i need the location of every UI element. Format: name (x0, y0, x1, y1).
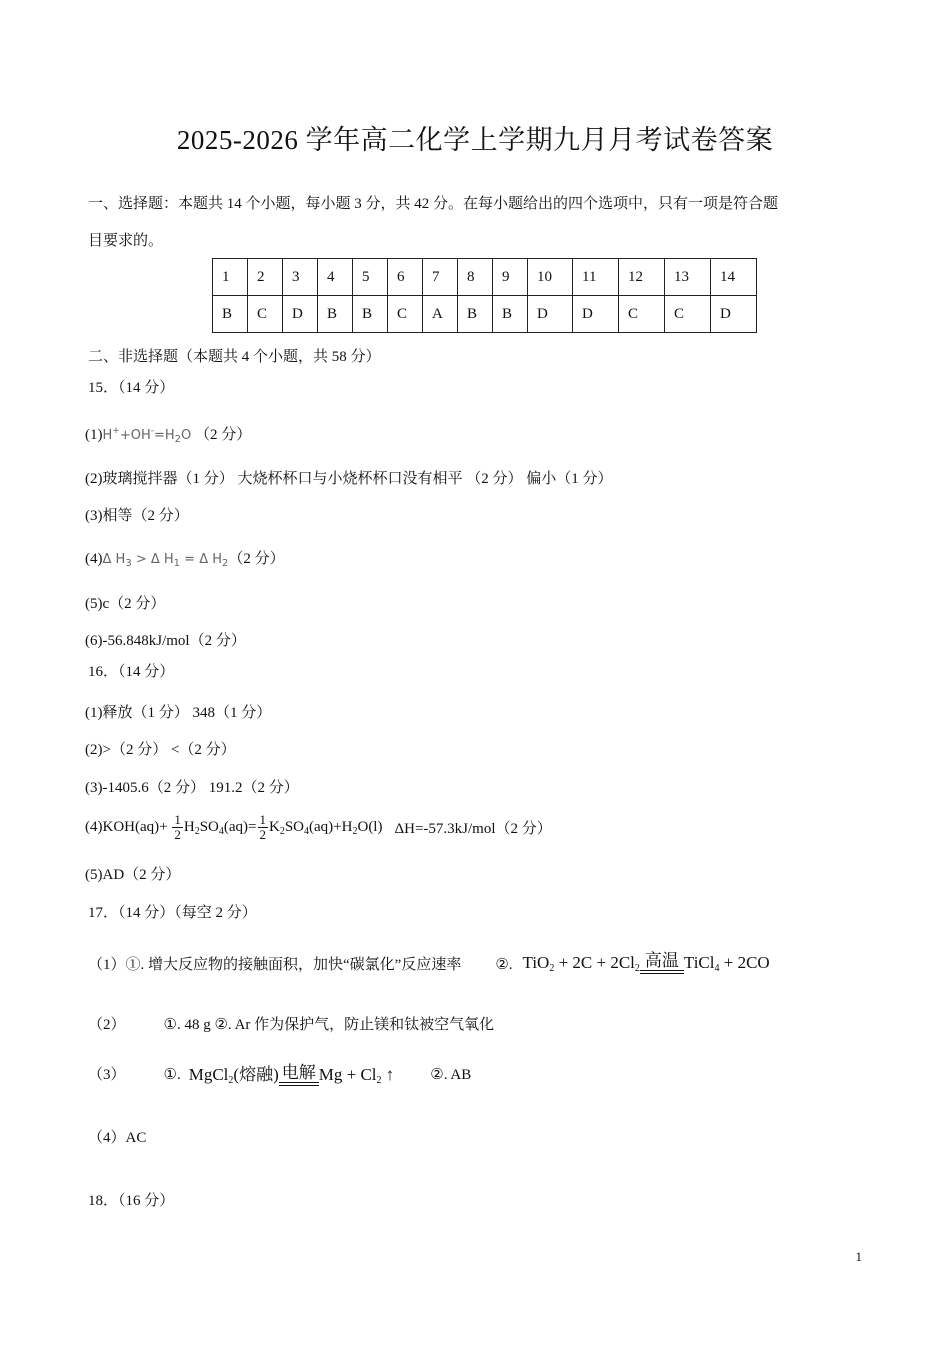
q15-answer-3: (3)相等（2 分） (85, 508, 189, 524)
eq-sub: 2 (228, 1075, 234, 1086)
eq-text: + 2CO (719, 953, 770, 972)
eq-text: O(l) (357, 818, 383, 835)
table-cell-number: 11 (573, 259, 619, 296)
q17-a3-equation (189, 1060, 395, 1092)
eq-text: TiCl (683, 953, 715, 972)
eq-text: MgCl (188, 1065, 229, 1084)
condition-text: 电解 (281, 1063, 316, 1083)
table-cell-answer: B (458, 296, 493, 333)
eq-sub: 1 (173, 558, 181, 569)
table-cell-number: 4 (318, 259, 353, 296)
table-cell-answer: B (353, 296, 388, 333)
eq-text: KOH(aq)+ (102, 818, 172, 835)
fraction-half (172, 813, 183, 842)
q15-a4-prefix: (4) (85, 551, 103, 567)
eq-text: O (181, 428, 192, 443)
table-cell-answer: D (283, 296, 318, 333)
eq-text: K (269, 818, 280, 835)
table-cell-answer: A (423, 296, 458, 333)
q16-answer-1: (1)释放（1 分） 348（1 分） (85, 705, 272, 721)
table-cell-answer: C (665, 296, 711, 333)
q17-a1-text: （1）①. 增大反应物的接触面积，加快“碳氯化”反应速率 (88, 957, 462, 973)
page-number: 1 (855, 1249, 862, 1264)
q17-answer-1 (88, 932, 770, 980)
q17-a1-equation (523, 952, 770, 980)
q17-a1-num: ②. (495, 957, 513, 973)
eq-text: SO (284, 818, 305, 835)
table-cell-answer: B (318, 296, 353, 333)
q17-a2-text: ①. 48 g ②. Ar 作为保护气，防止镁和钛被空气氧化 (163, 1017, 495, 1033)
q15-a4-relation (103, 552, 229, 567)
eq-text: SO (199, 818, 219, 835)
q16-answer-2: (2)>（2 分） <（2 分） (85, 742, 236, 758)
table-cell-number: 2 (248, 259, 283, 296)
answer-table (212, 258, 757, 333)
eq-sub: 4 (714, 963, 720, 974)
table-cell-answer: C (388, 296, 423, 333)
q15-answer-4 (85, 547, 285, 569)
q17-answer-2 (88, 1013, 494, 1034)
q16-heading: 16．（14 分） (88, 664, 175, 680)
frac-den: 2 (174, 826, 181, 842)
eq-sup: - (150, 426, 154, 436)
q15-a4-score: （2 分） (228, 551, 285, 567)
eq-sub: 2 (549, 963, 555, 974)
frac-num: 1 (259, 811, 266, 827)
table-cell-answer: C (248, 296, 283, 333)
table-cell-answer: C (619, 296, 665, 333)
table-cell-number: 14 (711, 259, 757, 296)
eq-text: H (102, 428, 113, 443)
q17-a3-answer-2: ②. AB (430, 1067, 472, 1083)
eq-text: (熔融) (233, 1065, 279, 1084)
frac-num: 1 (174, 811, 181, 827)
q15-a1-score: （2 分） (195, 427, 252, 443)
table-cell-answer: B (213, 296, 248, 333)
eq-sub: 2 (174, 434, 182, 445)
condition-text: 高温 (644, 951, 679, 971)
q16-answer-5: (5)AD（2 分） (85, 867, 181, 883)
q17-answer-3 (88, 1046, 471, 1092)
q18-heading: 18．（16 分） (88, 1193, 175, 1209)
eq-text: + 2C + 2Cl (554, 953, 635, 972)
eq-sub: 3 (125, 558, 132, 569)
eq-text: Δ H (102, 552, 126, 567)
table-cell-number: 12 (619, 259, 665, 296)
q16-a4-equation (103, 813, 383, 842)
q15-answer-5: (5)c（2 分） (85, 596, 166, 612)
q17-heading: 17．（14 分）（每空 2 分） (88, 905, 257, 921)
table-cell-answer: D (711, 296, 757, 333)
q16-a4-enthalpy: ΔH=-57.3kJ/mol（2 分） (394, 820, 552, 837)
section1-instructions-line1: 一、选择题：本题共 14 个小题，每小题 3 分，共 42 分。在每小题给出的四个选项中，只有一项是符合题 (88, 196, 779, 212)
q17-answer-4: （4）AC (88, 1130, 147, 1146)
answer-table-answer-row (213, 296, 757, 333)
q15-answer-1 (85, 423, 251, 445)
q16-answer-3: (3)-1405.6（2 分） 191.2（2 分） (85, 780, 299, 796)
eq-text: +OH (119, 428, 151, 443)
table-cell-answer: D (573, 296, 619, 333)
q15-heading: 15．（14 分） (88, 380, 175, 396)
table-cell-number: 9 (493, 259, 528, 296)
eq-sup: + (112, 426, 120, 436)
reaction-condition (279, 1064, 319, 1092)
table-cell-number: 1 (213, 259, 248, 296)
table-cell-number: 8 (458, 259, 493, 296)
q16-a4-prefix: (4) (85, 818, 103, 835)
eq-sub: 2 (376, 1075, 382, 1086)
eq-text: Mg + Cl (318, 1065, 377, 1084)
table-cell-number: 13 (665, 259, 711, 296)
table-cell-answer: D (528, 296, 573, 333)
eq-sub: 2 (222, 558, 229, 569)
eq-text: TiO (522, 953, 550, 972)
table-cell-number: 3 (283, 259, 318, 296)
eq-text: =H (153, 428, 175, 443)
page-title: 2025-2026 学年高二化学上学期九月月考试卷答案 (176, 125, 774, 155)
answer-table-number-row (213, 259, 757, 296)
q15-answer-6: (6)-56.848kJ/mol（2 分） (85, 633, 246, 649)
eq-text: (aq)+H (309, 818, 353, 835)
eq-sub: 2 (194, 825, 200, 837)
q16-answer-4 (85, 805, 552, 849)
table-cell-answer: B (493, 296, 528, 333)
eq-text: (aq)= (223, 818, 257, 835)
table-cell-number: 10 (528, 259, 573, 296)
eq-sub: 2 (634, 963, 640, 974)
eq-sub: 2 (352, 825, 358, 837)
table-cell-number: 7 (423, 259, 458, 296)
section1-instructions-line2: 目要求的。 (88, 233, 164, 249)
q15-a1-equation (103, 428, 192, 443)
eq-sub: 2 (279, 825, 285, 837)
eq-text: H (183, 818, 195, 835)
q17-a2-label: （2） (88, 1017, 126, 1033)
q17-a3-num: ①. (163, 1067, 181, 1083)
q15-answer-2: (2)玻璃搅拌器（1 分） 大烧杯杯口与小烧杯杯口没有相平 （2 分） 偏小（1 分） (85, 471, 613, 487)
eq-text: > Δ H (131, 552, 174, 567)
eq-sub: 4 (218, 825, 224, 837)
q17-a3-label: （3） (88, 1067, 126, 1083)
fraction-half (258, 813, 269, 842)
table-cell-number: 6 (388, 259, 423, 296)
reaction-condition (640, 952, 684, 980)
eq-sub: 4 (304, 825, 310, 837)
q15-a1-prefix: (1) (85, 427, 103, 443)
eq-text: = Δ H (180, 552, 222, 567)
gas-arrow: ↑ (381, 1065, 395, 1084)
section2-heading: 二、非选择题（本题共 4 个小题，共 58 分） (88, 349, 381, 365)
frac-den: 2 (259, 826, 266, 842)
table-cell-number: 5 (353, 259, 388, 296)
